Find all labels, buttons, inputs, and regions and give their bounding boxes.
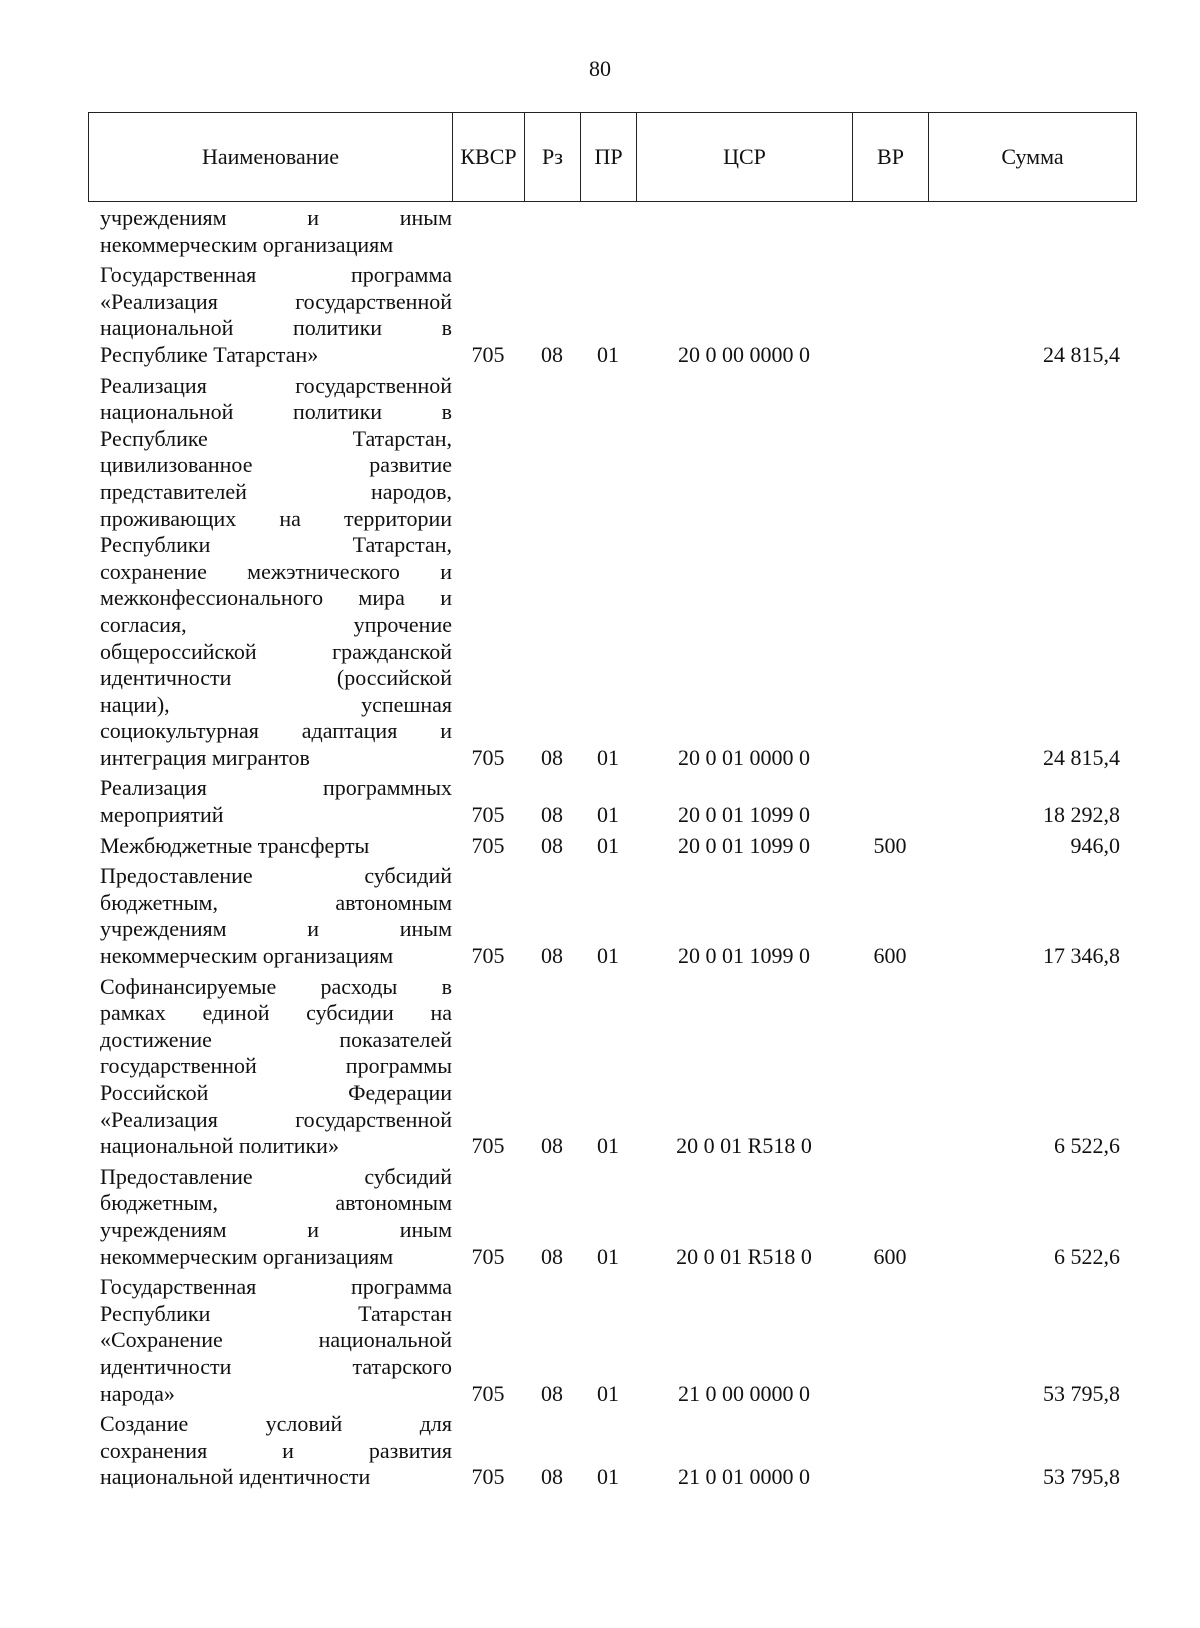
name-line: Межбюджетные трансферты <box>100 832 370 858</box>
header-csr: ЦСР <box>637 113 853 202</box>
name-line: представителей народов, <box>100 478 452 504</box>
cell-pr: 01 <box>597 832 619 858</box>
table-row <box>88 863 1136 969</box>
name-line: некоммерческим организациям <box>100 943 394 969</box>
cell-rz: 08 <box>541 1380 563 1406</box>
cell-csr: 20 0 01 1099 0 <box>678 943 810 969</box>
cell-pr: 01 <box>597 802 619 828</box>
page-number: 80 <box>589 56 611 81</box>
cell-sum: 6 522,6 <box>1054 1243 1120 1269</box>
name-line: Софинансируемые расходы в <box>100 973 452 999</box>
table-row <box>88 974 1136 1160</box>
cell-name <box>88 262 452 368</box>
name-line: межконфессионального мира и <box>100 585 452 611</box>
cell-pr: 01 <box>597 341 619 367</box>
name-line: Предоставление субсидий <box>100 1163 452 1189</box>
cell-name <box>88 1274 452 1407</box>
cell-sum: 6 522,6 <box>1054 1133 1120 1159</box>
cell-pr: 01 <box>597 1133 619 1159</box>
header-kvsr: КВСР <box>453 113 525 202</box>
table-row <box>88 1411 1136 1491</box>
name-line: рамках единой субсидии на <box>100 1000 452 1026</box>
name-line: общероссийской гражданской <box>100 638 452 664</box>
name-line: Республике Татарстан» <box>100 341 319 367</box>
cell-sum: 24 815,4 <box>1043 341 1120 367</box>
name-line: Республике Татарстан, <box>100 425 452 451</box>
cell-sum: 53 795,8 <box>1043 1464 1120 1490</box>
cell-csr: 20 0 01 0000 0 <box>678 744 810 770</box>
cell-sum: 24 815,4 <box>1043 744 1120 770</box>
table-row <box>88 262 1136 368</box>
name-line: национальной политики в <box>100 315 452 341</box>
name-line: Республики Татарстан, <box>100 532 452 558</box>
name-line: интеграция мигрантов <box>100 744 310 770</box>
name-line: «Сохранение национальной <box>100 1327 452 1353</box>
cell-sum: 946,0 <box>1070 832 1120 858</box>
name-line: Реализация программных <box>100 775 452 801</box>
cell-name <box>88 775 452 828</box>
cell-name <box>88 1411 452 1491</box>
cell-rz: 08 <box>541 744 563 770</box>
header-rz: Рз <box>525 113 581 202</box>
name-line: социокультурная адаптация и <box>100 718 452 744</box>
cell-kvsr: 705 <box>471 832 505 858</box>
name-line: Реализация государственной <box>100 372 452 398</box>
cell-name <box>88 863 452 969</box>
cell-name <box>88 974 452 1160</box>
cell-kvsr: 705 <box>471 341 505 367</box>
cell-kvsr: 705 <box>471 1380 505 1406</box>
cell-rz: 08 <box>541 1133 563 1159</box>
cell-name <box>88 373 452 772</box>
name-line: Республики Татарстан <box>100 1300 452 1326</box>
name-line: национальной идентичности <box>100 1464 371 1490</box>
cell-rz: 08 <box>541 832 563 858</box>
name-line: «Реализация государственной <box>100 288 452 314</box>
name-line: государственной программы <box>100 1053 452 1079</box>
table-row <box>88 205 1136 258</box>
name-line: бюджетным, автономным <box>100 889 452 915</box>
cell-vr: 600 <box>873 943 907 969</box>
header-name: Наименование <box>89 113 453 202</box>
cell-rz: 08 <box>541 341 563 367</box>
cell-kvsr: 705 <box>471 1133 505 1159</box>
cell-sum: 18 292,8 <box>1043 802 1120 828</box>
table-row <box>88 1164 1136 1270</box>
name-line: некоммерческим организациям <box>100 231 394 257</box>
header-vr: ВР <box>853 113 929 202</box>
cell-pr: 01 <box>597 1464 619 1490</box>
name-line: Создание условий для <box>100 1411 452 1437</box>
cell-rz: 08 <box>541 1243 563 1269</box>
name-line: Предоставление субсидий <box>100 863 452 889</box>
cell-rz: 08 <box>541 802 563 828</box>
cell-pr: 01 <box>597 744 619 770</box>
name-line: проживающих на территории <box>100 505 452 531</box>
table-row <box>88 373 1136 772</box>
cell-kvsr: 705 <box>471 802 505 828</box>
cell-kvsr: 705 <box>471 1464 505 1490</box>
name-line: Государственная программа <box>100 1274 452 1300</box>
cell-name <box>88 1164 452 1270</box>
name-line: идентичности (российской <box>100 665 452 691</box>
header-sum: Сумма <box>929 113 1137 202</box>
cell-kvsr: 705 <box>471 1243 505 1269</box>
name-line: национальной политики в <box>100 399 452 425</box>
name-line: Российской Федерации <box>100 1080 452 1105</box>
cell-vr: 500 <box>873 832 907 858</box>
name-line: сохранение межэтнического и <box>100 558 452 584</box>
cell-name <box>88 833 452 860</box>
cell-rz: 08 <box>541 1464 563 1490</box>
name-line: согласия, упрочение <box>100 611 452 637</box>
name-line: национальной политики» <box>100 1133 339 1159</box>
cell-csr: 20 0 01 R518 0 <box>676 1133 812 1159</box>
cell-csr: 21 0 00 0000 0 <box>678 1380 810 1406</box>
cell-csr: 20 0 01 1099 0 <box>678 802 810 828</box>
name-line: бюджетным, автономным <box>100 1190 452 1216</box>
name-line: «Реализация государственной <box>100 1106 452 1132</box>
cell-vr: 600 <box>873 1243 907 1269</box>
cell-csr: 20 0 01 R518 0 <box>676 1243 812 1269</box>
cell-sum: 53 795,8 <box>1043 1380 1120 1406</box>
name-line: мероприятий <box>100 802 224 828</box>
name-line: достижение показателей <box>100 1026 452 1052</box>
name-line: нации), успешная <box>100 691 452 717</box>
cell-csr: 20 0 00 0000 0 <box>678 341 810 367</box>
cell-name <box>88 205 452 258</box>
header-pr: ПР <box>581 113 637 202</box>
cell-pr: 01 <box>597 1380 619 1406</box>
name-line: идентичности татарского <box>100 1353 452 1379</box>
cell-pr: 01 <box>597 1243 619 1269</box>
name-line: некоммерческим организациям <box>100 1243 394 1269</box>
cell-sum: 17 346,8 <box>1043 943 1120 969</box>
cell-csr: 20 0 01 1099 0 <box>678 832 810 858</box>
table-row <box>88 1274 1136 1407</box>
name-line: учреждениям и иным <box>100 1216 452 1242</box>
name-line: народа» <box>100 1380 175 1406</box>
table-row <box>88 833 1136 860</box>
cell-rz: 08 <box>541 943 563 969</box>
name-line: сохранения и развития <box>100 1437 452 1463</box>
cell-pr: 01 <box>597 943 619 969</box>
name-line: цивилизованное развитие <box>100 452 452 478</box>
table-header <box>88 112 1137 202</box>
table-row <box>88 775 1136 828</box>
name-line: учреждениям и иным <box>100 205 452 230</box>
table-body <box>88 205 1136 1495</box>
cell-csr: 21 0 01 0000 0 <box>678 1464 810 1490</box>
cell-kvsr: 705 <box>471 943 505 969</box>
cell-kvsr: 705 <box>471 744 505 770</box>
name-line: учреждениям и иным <box>100 916 452 942</box>
name-line: Государственная программа <box>100 262 452 288</box>
